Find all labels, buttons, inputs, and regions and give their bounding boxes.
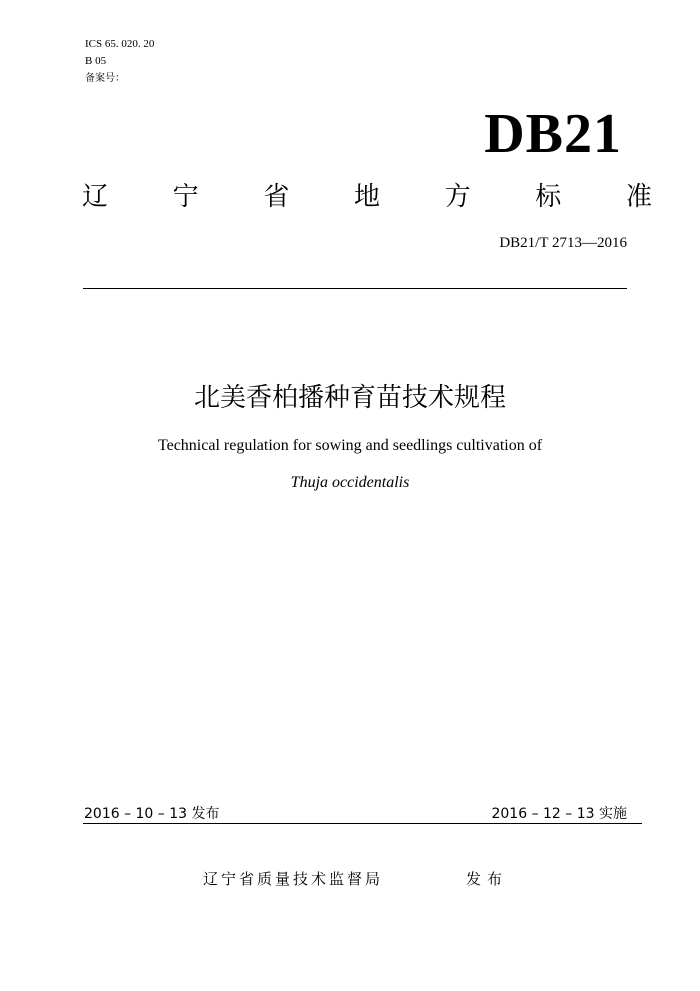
standard-type-char: 辽 xyxy=(82,182,109,212)
top-divider xyxy=(83,288,627,289)
standard-type-char: 准 xyxy=(625,182,652,212)
standard-type-char: 方 xyxy=(444,182,471,212)
ccs-code: B 05 xyxy=(85,55,107,67)
standard-type-char: 省 xyxy=(263,182,290,212)
standard-number: DB21/T 2713—2016 xyxy=(499,235,627,251)
document-title-cn: 北美香柏播种育苗技术规程 xyxy=(193,383,506,413)
standard-type-char: 标 xyxy=(535,182,562,212)
standard-type-title xyxy=(82,180,652,214)
standard-code: DB21 xyxy=(484,103,622,165)
document-title-en: Technical regulation for sowing and seedlings cultivation of xyxy=(157,437,543,454)
issue-date: 2016 – 10 – 13 发布 xyxy=(84,806,220,822)
issuing-action: 发布 xyxy=(466,870,509,888)
implementation-date: 2016 – 12 – 13 实施 xyxy=(491,806,627,822)
document-title-en-species: Thuja occidentalis xyxy=(290,474,410,491)
standard-type-char: 地 xyxy=(353,182,380,212)
filing-number-label: 备案号： xyxy=(85,73,125,84)
bottom-divider xyxy=(83,823,642,824)
issuing-authority: 辽宁省质量技术监督局 xyxy=(203,870,384,888)
standard-type-char: 宁 xyxy=(172,182,199,212)
ics-code: ICS 65. 020. 20 xyxy=(85,38,155,50)
